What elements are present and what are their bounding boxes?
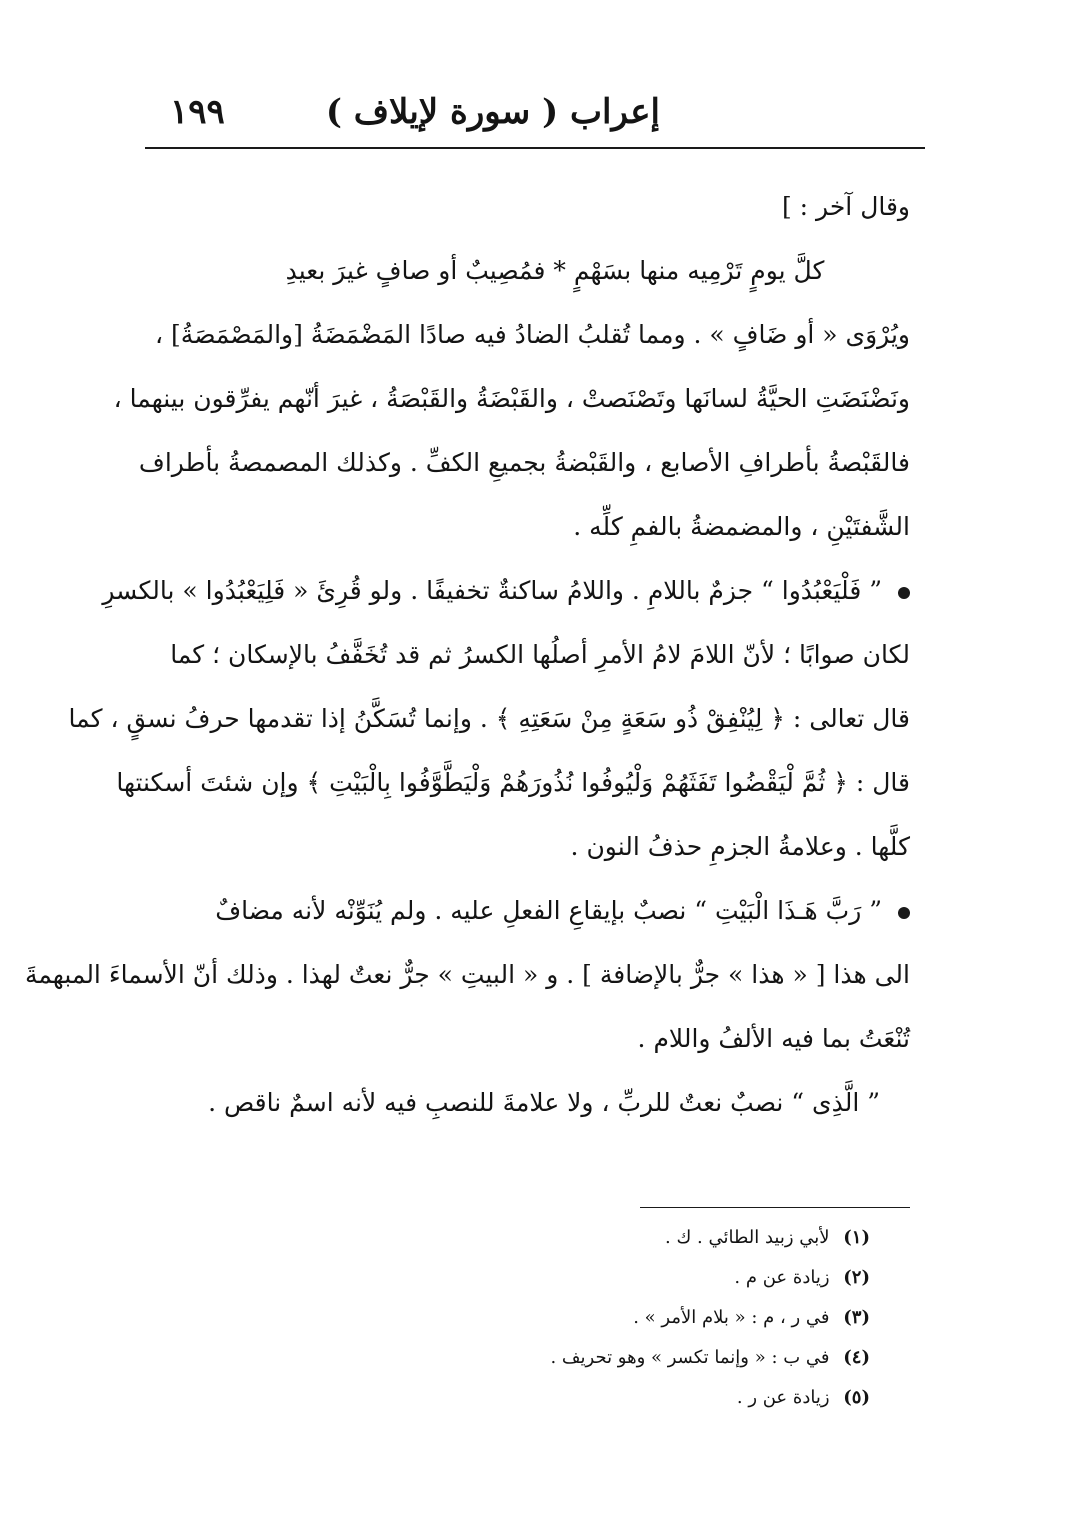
- text-line: ” الَّذِى “ نصبٌ نعتٌ للربِّ ، ولا علامةَ للنصبِ فيه لأنه اسمٌ ناقص .: [208, 1088, 880, 1117]
- header-divider: [145, 147, 925, 149]
- text-line: قال تعالى : ﴿ لِيُنْفِقْ ذُو سَعَةٍ مِنْ سَعَتِهِ ﴾ . وإنما تُسَكَّنُ إذا تقدمها حرفُ نسقٍ ، كما: [68, 704, 910, 733]
- page-number: ١٩٩: [170, 92, 225, 132]
- footnote-text: في ب : « وإنما تكسر » وهو تحريف .: [550, 1347, 830, 1368]
- text-line: تُنْعَتُ بما فيه الألفُ واللام .: [637, 1024, 910, 1053]
- footnote-text: زيادة عن ر .: [736, 1387, 830, 1408]
- text-line: ويُرْوَى « أو ضَافٍ » . ومما تُقلبُ الضادُ فيه صادًا المَضْمَضَةُ [والمَصْمَصَةُ] ،: [155, 320, 910, 349]
- text-line: الشَّفتَيْنِ ، والمضمضةُ بالفمِ كلِّه .: [573, 512, 910, 541]
- paragraph-start-line: ” فَلْيَعْبُدُوا “ جزمٌ باللامِ . واللامُ ساكنةٌ تخفيفًا . ولو قُرِئَ « فَلِيَعْبُدُوا » بالكسرِ: [160, 559, 910, 623]
- footnote-text: لأبي زبيد الطائي . ك .: [665, 1227, 830, 1248]
- footnotes: [300, 1218, 870, 1418]
- text-line: فالقَبْصةُ بأطرافِ الأصابع ، والقَبْضةُ بجميعِ الكفِّ . وكذلك المصمصةُ بأطراف: [138, 448, 910, 477]
- text-line: الى هذا [ « هذا » جرٌّ بالإضافة ] . و « البيتِ » جرٌّ نعتٌ لهذا . وذلك أنّ الأسماءَ المبهمةَ: [24, 960, 910, 989]
- footnote-number: (٥): [843, 1387, 870, 1408]
- running-title: إعراب ( سورة لإيلاف ): [325, 92, 660, 132]
- paragraph-start-line: ” رَبَّ هَـذَا الْبَيْتِ “ نصبٌ بإيقاعِ الفعلِ عليه . ولم يُنَوِّنْه لأنه مضافٌ: [160, 879, 910, 943]
- footnote-text: زيادة عن م .: [734, 1267, 830, 1288]
- footnote: [300, 1218, 870, 1258]
- footnote: [300, 1338, 870, 1378]
- text-line: قال : ﴿ ثُمَّ لْيَقْضُوا تَفَثَهُمْ وَلْيُوفُوا نُذُورَهُمْ وَلْيَطَّوَّفُوا بِالْبَيْتِ ﴾ وإن شئتَ أسكنتها: [116, 768, 910, 797]
- text-line: كلَّها . وعلامةُ الجزمِ حذفُ النون .: [570, 832, 910, 861]
- footnote-text: في ر ، م : « بلام الأمر » .: [633, 1307, 830, 1328]
- footnote-divider: [640, 1207, 910, 1208]
- footnote-number: (٣): [843, 1307, 870, 1328]
- footnote: [300, 1258, 870, 1298]
- footnote-number: (٢): [843, 1267, 870, 1288]
- footnote-number: (١): [843, 1227, 870, 1248]
- footnote-number: (٤): [843, 1347, 870, 1368]
- footnote: [300, 1378, 870, 1418]
- text-line: ونَضْنَضَتِ الحيَّةُ لسانَها وتَصْنَصتْ ، والقَبْضَةُ والقَبْصَةُ ، غيرَ أنّهم يفرِّقون بينهما ،: [113, 384, 910, 413]
- text-line: وقال آخر : ]: [781, 192, 910, 221]
- poem-verse: كلَّ يومٍ تَرْمِيه منها بسَهْمٍ * فمُصِيبٌ أو صافٍ غيرَ بعيدِ: [285, 256, 825, 285]
- footnote: [300, 1298, 870, 1338]
- main-text: [24, 175, 910, 1135]
- page-header: [150, 92, 910, 142]
- text-line: لكان صوابًا ؛ لأنّ اللامَ لامُ الأمرِ أصلُها الكسرُ ثم قد تُخَفَّفُ بالإسكان ؛ كما: [170, 640, 910, 669]
